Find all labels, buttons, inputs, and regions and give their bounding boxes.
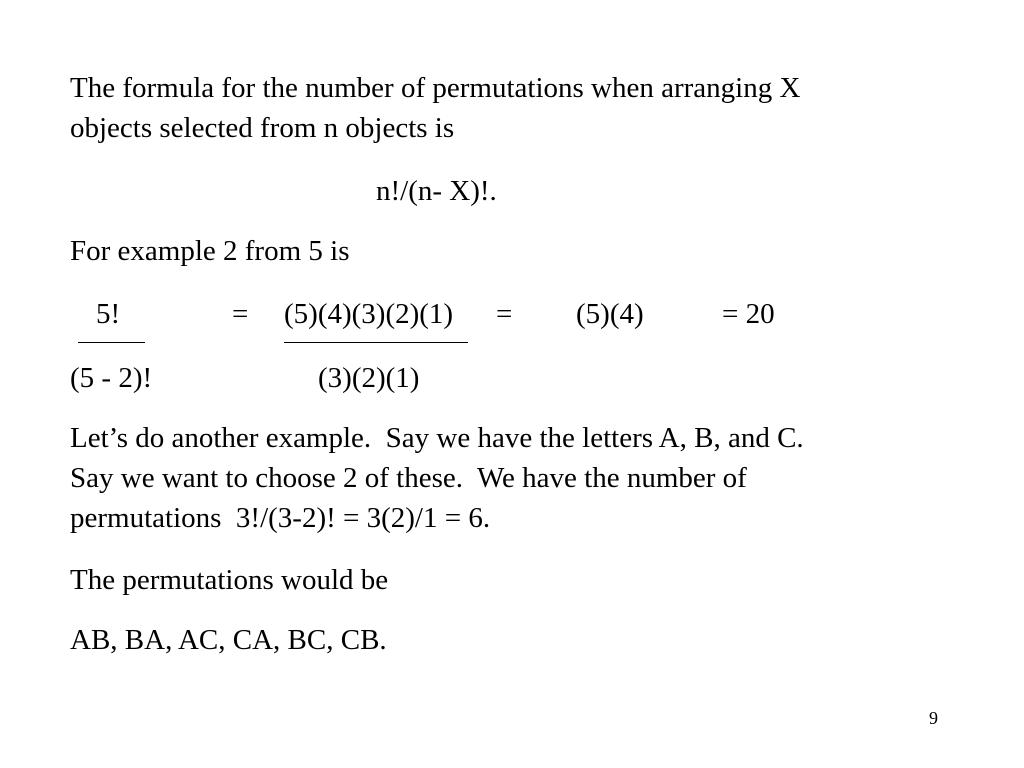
- reduced-product: (5)(4): [576, 298, 644, 330]
- numerator-middle: (5)(4)(3)(2)(1): [284, 298, 454, 330]
- second-example-line-1: Let’s do another example. Say we have the letters A, B, and C.: [70, 422, 804, 454]
- page-number: 9: [929, 708, 938, 728]
- example-heading: For example 2 from 5 is: [70, 235, 350, 267]
- permutation-formula: n!/(n- X)!.: [376, 175, 497, 207]
- equals-sign-2: =: [496, 298, 513, 330]
- denominator-left: (5 - 2)!: [70, 362, 153, 394]
- second-example-line-3: permutations 3!/(3-2)! = 3(2)/1 = 6.: [70, 502, 491, 534]
- second-example-line-2: Say we want to choose 2 of these. We have the number of: [70, 462, 747, 494]
- permutations-list: AB, BA, AC, CA, BC, CB.: [70, 624, 387, 656]
- equals-sign-1: =: [232, 298, 249, 330]
- numerator-left: 5!: [96, 298, 121, 330]
- intro-line-1: The formula for the number of permutations when arranging X: [70, 72, 801, 104]
- fraction-bar-left: [78, 342, 145, 343]
- intro-line-2: objects selected from n objects is: [70, 112, 455, 144]
- result: = 20: [722, 298, 775, 330]
- denominator-middle: (3)(2)(1): [318, 362, 420, 394]
- fraction-bar-middle: [284, 342, 468, 343]
- permutations-heading: The permutations would be: [70, 564, 389, 596]
